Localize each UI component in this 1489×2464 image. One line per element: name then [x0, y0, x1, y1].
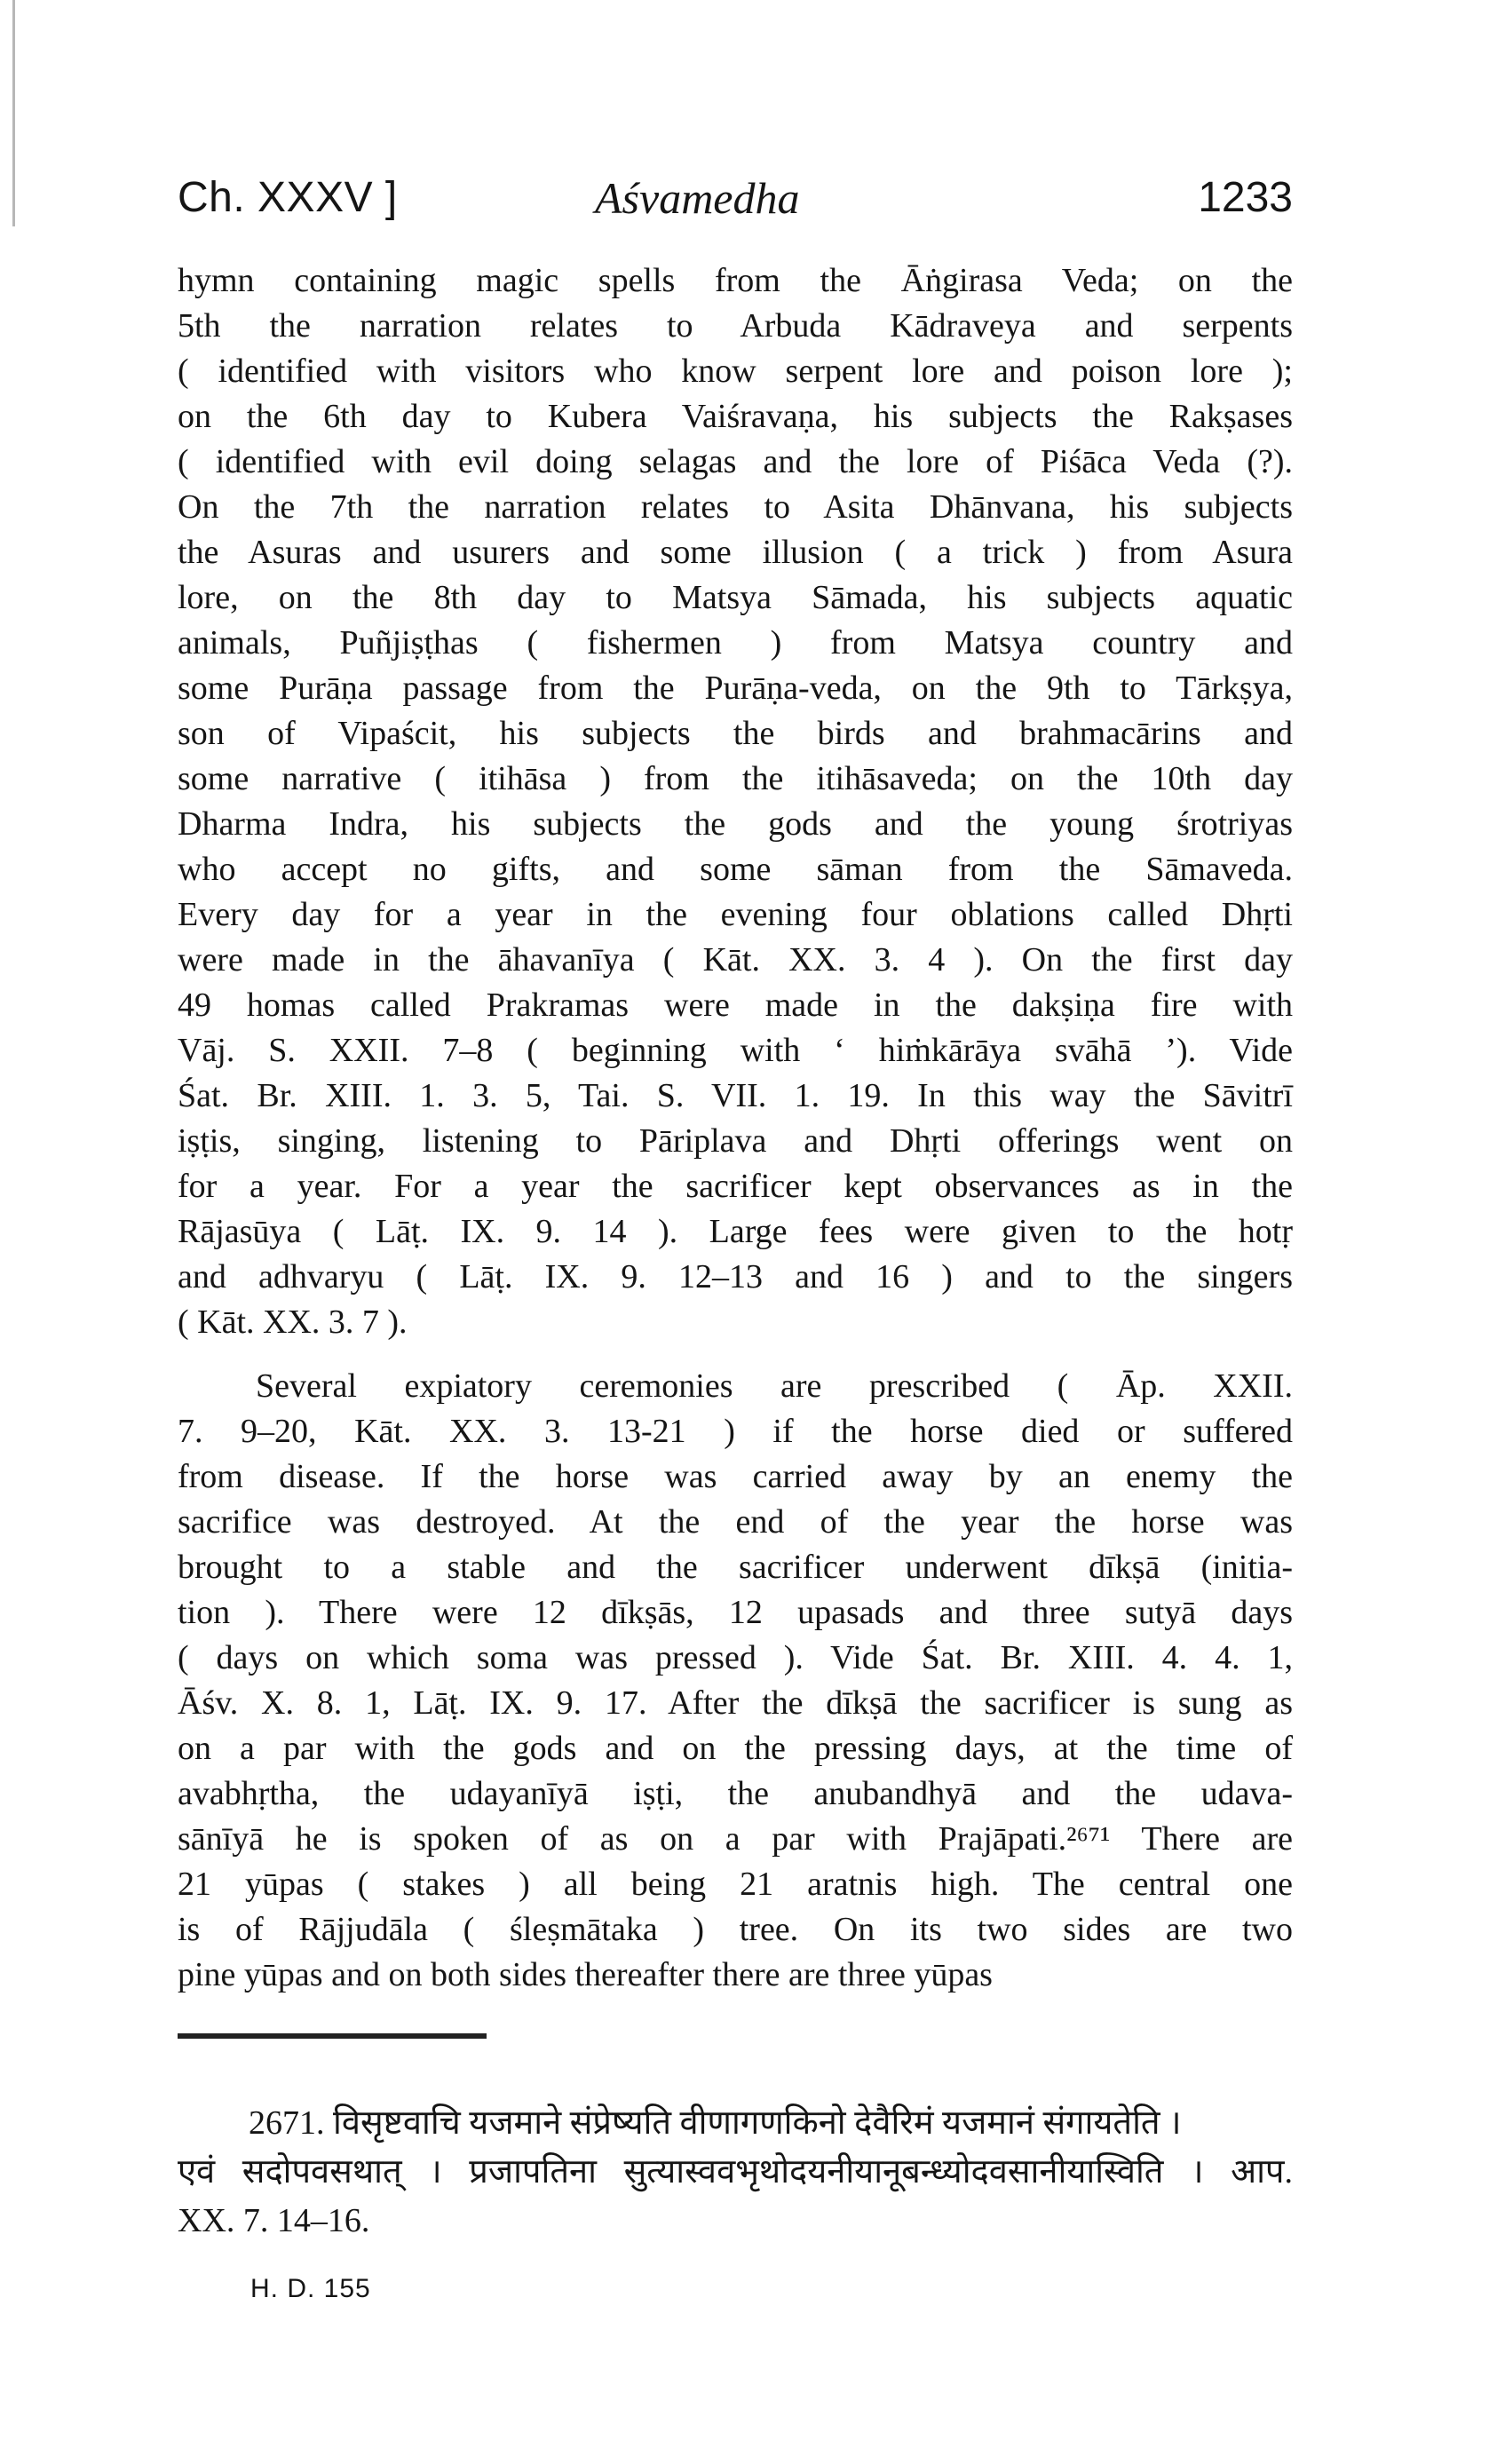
text-line: who accept no gifts, and some sāman from the Sāmaveda. — [178, 851, 1293, 888]
footnote-line: XX. 7. 14–16. — [178, 2202, 370, 2239]
text-line: is of Rājjudāla ( śleṣmātaka ) tree. On its two sides are two — [178, 1911, 1293, 1948]
text-line: ( identified with evil doing selagas and the lore of Piśāca Veda (?). — [178, 443, 1293, 480]
text-line: the Asuras and usurers and some illusion ( a trick ) from Asura — [178, 534, 1293, 571]
text-line: Several expiatory ceremonies are prescribed ( Āp. XXII. — [256, 1367, 1293, 1405]
text-line: Śat. Br. XIII. 1. 3. 5, Tai. S. VII. 1. 19. In this way the Sāvitrī — [178, 1077, 1293, 1114]
text-line: lore, on the 8th day to Matsya Sāmada, his subjects aquatic — [178, 579, 1293, 616]
text-line: for a year. For a year the sacrificer kept observances as in the — [178, 1168, 1293, 1205]
text-line: Rājasūya ( Lāṭ. IX. 9. 14 ). Large fees were given to the hotṛ — [178, 1213, 1293, 1250]
text-line: from disease. If the horse was carried away by an enemy the — [178, 1458, 1293, 1495]
text-line: ( identified with visitors who know serpent lore and poison lore ); — [178, 353, 1293, 390]
signature-mark: H. D. 155 — [250, 2274, 371, 2303]
text-line: sacrifice was destroyed. At the end of the year the horse was — [178, 1503, 1293, 1541]
text-line: Dharma Indra, his subjects the gods and the young śrotriyas — [178, 805, 1293, 843]
footnote-line: 2671. विसृष्टवाचि यजमाने संप्रेष्यति वीणागणकिनो देवैरिमं यजमानं संगायतेति । — [249, 2104, 1182, 2142]
text-line: Every day for a year in the evening four oblations called Dhṛti — [178, 896, 1293, 933]
text-line: ( Kāt. XX. 3. 7 ). — [178, 1303, 408, 1341]
text-line: avabhṛtha, the udayanīyā iṣṭi, the anubandhyā and the udava- — [178, 1775, 1293, 1812]
running-title: Aśvamedha — [595, 173, 800, 223]
page-number: 1233 — [1198, 174, 1293, 221]
text-line: iṣṭis, singing, listening to Pāriplava and Dhṛti offerings went on — [178, 1122, 1293, 1160]
body-paragraph-2 — [178, 1364, 1293, 1998]
text-line: pine yūpas and on both sides thereafter there are three yūpas — [178, 1956, 993, 1993]
text-line: hymn containing magic spells from the Āṅgirasa Veda; on the — [178, 262, 1293, 299]
text-line: on the 6th day to Kubera Vaiśravaṇa, his subjects the Rakṣases — [178, 398, 1293, 435]
text-line: Āśv. X. 8. 1, Lāṭ. IX. 9. 17. After the dīkṣā the sacrificer is sung as — [178, 1684, 1293, 1722]
text-line: tion ). There were 12 dīkṣās, 12 upasads and three sutyā days — [178, 1594, 1293, 1631]
text-line: brought to a stable and the sacrificer underwent dīkṣā (initia- — [178, 1549, 1293, 1586]
footnote-separator-rule — [178, 2033, 487, 2039]
footnote-2671 — [178, 2099, 1293, 2246]
page-header — [178, 167, 1293, 229]
text-line: some narrative ( itihāsa ) from the itihāsaveda; on the 10th day — [178, 760, 1293, 797]
text-line: some Purāṇa passage from the Purāṇa-veda, on the 9th to Tārkṣya, — [178, 669, 1293, 707]
text-line: and adhvaryu ( Lāṭ. IX. 9. 12–13 and 16 ) and to the singers — [178, 1258, 1293, 1295]
text-line: on a par with the gods and on the pressing days, at the time of — [178, 1730, 1293, 1767]
text-line: On the 7th the narration relates to Asita Dhānvana, his subjects — [178, 488, 1293, 526]
scan-edge-shadow — [12, 0, 15, 226]
body-paragraph-1 — [178, 258, 1293, 1345]
text-line: were made in the āhavanīya ( Kāt. XX. 3. 4 ). On the first day — [178, 941, 1293, 978]
text-line: animals, Puñjiṣṭhas ( fishermen ) from Matsya country and — [178, 624, 1293, 662]
text-line: 21 yūpas ( stakes ) all being 21 aratnis high. The central one — [178, 1866, 1293, 1903]
text-line: 49 homas called Prakramas were made in the dakṣiṇa fire with — [178, 986, 1293, 1024]
text-line: ( days on which soma was pressed ). Vide Śat. Br. XIII. 4. 4. 1, — [178, 1639, 1293, 1676]
text-line: sānīyā he is spoken of as on a par with Prajāpati.²⁶⁷¹ There are — [178, 1820, 1293, 1858]
chapter-label: Ch. XXXV ] — [178, 174, 398, 221]
text-line: son of Vipaścit, his subjects the birds and brahmacārins and — [178, 715, 1293, 752]
footnote-line: एवं सदोपवसथात् । प्रजापतिना सुत्यास्ववभृथोदयनीयानूबन्ध्योदवसानीयास्विति । आप. — [178, 2153, 1293, 2191]
text-line: Vāj. S. XXII. 7–8 ( beginning with ‘ hiṁkārāya svāhā ’). Vide — [178, 1032, 1293, 1069]
text-line: 5th the narration relates to Arbuda Kādraveya and serpents — [178, 307, 1293, 345]
text-line: 7. 9–20, Kāt. XX. 3. 13-21 ) if the horse died or suffered — [178, 1413, 1293, 1450]
